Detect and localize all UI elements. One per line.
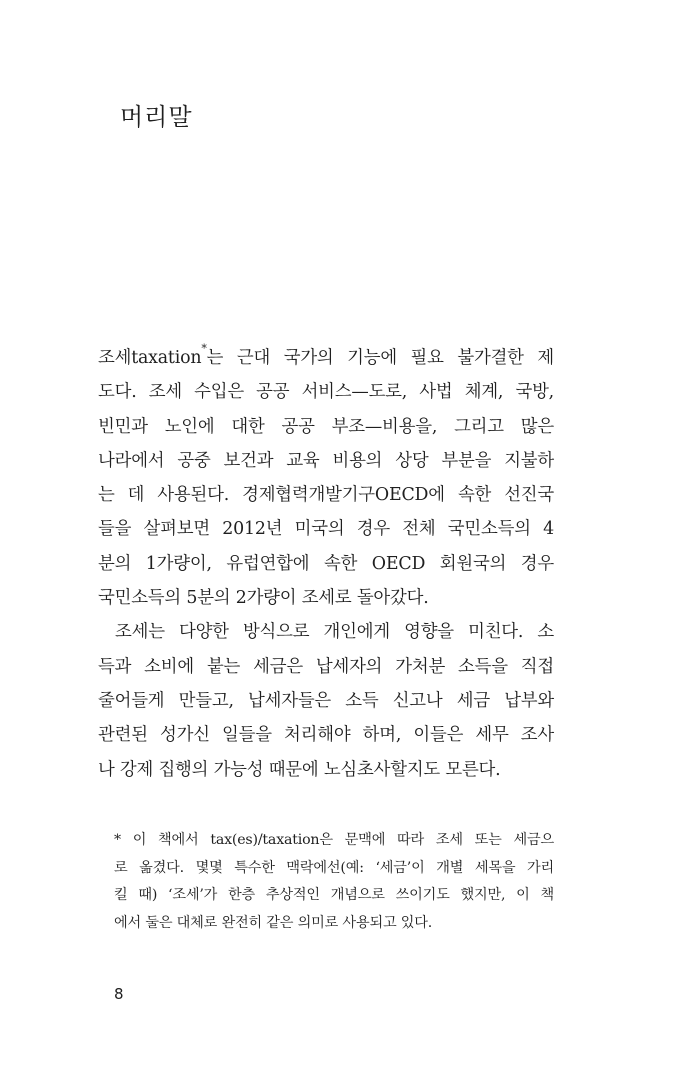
body-line-12: 관련된 성가신 일들을 처리해야 하며, 이들은 세무 조사 — [98, 725, 554, 746]
body-line-10: 득과 소비에 붙는 세금은 납세자의 가처분 소득을 직접 — [98, 656, 554, 677]
footnote — [114, 827, 554, 937]
footnote-marker[interactable]: * — [201, 342, 207, 355]
body-line-3: 빈민과 노인에 대한 공공 부조—비용을, 그리고 많은 — [98, 416, 554, 437]
footnote-line-1: * 이 책에서 tax(es)/taxation은 문맥에 따라 조세 또는 세금으 — [114, 832, 554, 848]
chapter-title: 머리말 — [120, 103, 193, 131]
body-line-6: 들을 살펴보면 2012년 미국의 경우 전체 국민소득의 4 — [98, 519, 554, 540]
body-line-9: 조세는 다양한 방식으로 개인에게 영향을 미친다. 소 — [115, 622, 554, 643]
body-line-11: 줄어들게 만들고, 납세자들은 소득 신고나 세금 납부와 — [98, 690, 554, 711]
body-line-13: 나 강제 집행의 가능성 때문에 노심초사할지도 모른다. — [98, 759, 501, 780]
footnote-line-2: 로 옮겼다. 몇몇 특수한 맥락에선(예: ‘세금’이 개별 세목을 가리 — [114, 859, 554, 876]
footnote-line-4: 에서 둘은 대체로 완전히 같은 의미로 사용되고 있다. — [114, 914, 433, 931]
body-line-1-lead: 조세taxation — [98, 348, 202, 368]
body-text — [98, 341, 554, 787]
body-line-1 — [98, 341, 554, 375]
body-line-2: 도다. 조세 수입은 공공 서비스—도로, 사법 체계, 국방, — [98, 382, 554, 403]
page-number: 8 — [114, 985, 124, 1003]
footnote-line-3: 킬 때) ‘조세’가 한층 추상적인 개념으로 쓰이기도 했지만, 이 책 — [114, 887, 554, 904]
body-line-8: 국민소득의 5분의 2가량이 조세로 돌아갔다. — [98, 588, 429, 609]
body-line-1-rest: 는 근대 국가의 기능에 필요 불가결한 제 — [206, 348, 554, 368]
body-line-4: 나라에서 공중 보건과 교육 비용의 상당 부분을 지불하 — [98, 450, 554, 471]
body-line-7: 분의 1가량이, 유럽연합에 속한 OECD 회원국의 경우 — [98, 553, 554, 574]
body-line-5: 는 데 사용된다. 경제협력개발기구OECD에 속한 선진국 — [98, 485, 554, 506]
